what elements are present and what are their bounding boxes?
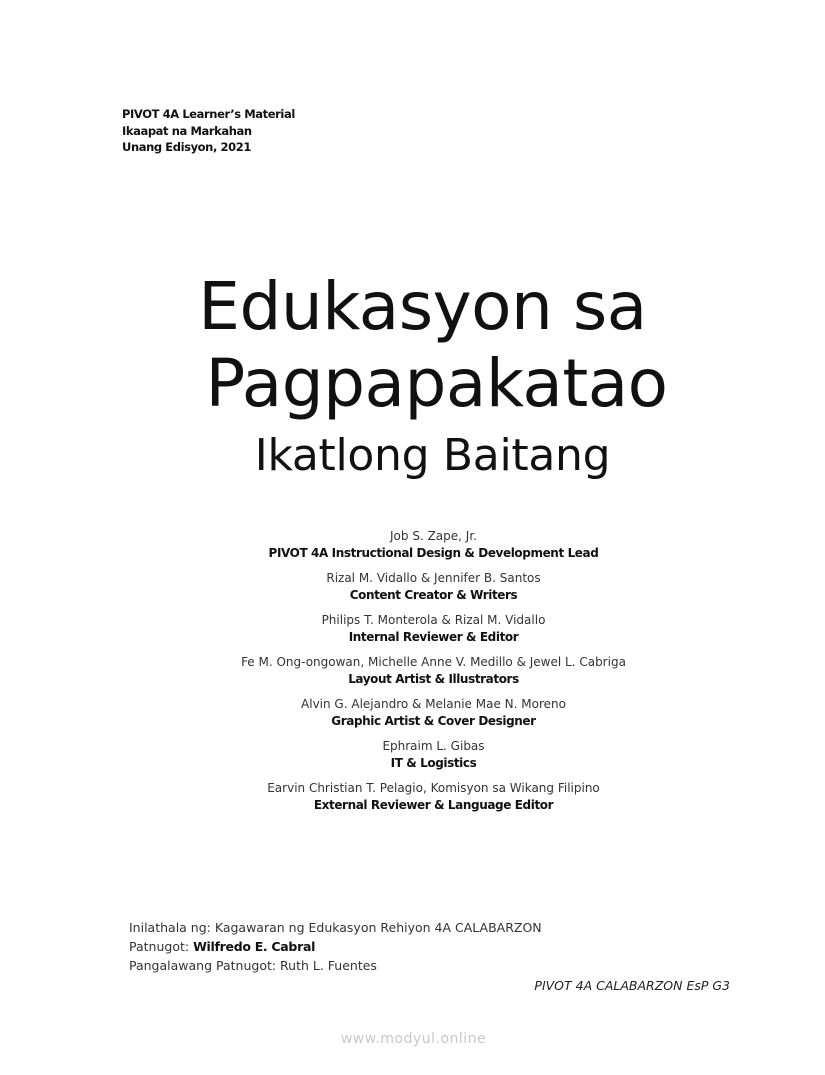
watermark: www.modyul.online [340, 1031, 487, 1047]
credit-role: External Reviewer & Language Editor [313, 798, 554, 812]
credit-entry [42, 528, 825, 562]
credit-role: Graphic Artist & Cover Designer [331, 714, 536, 728]
credit-names: Job S. Zape, Jr. [390, 529, 477, 543]
editor-label: Patnugot: [129, 939, 190, 954]
assistant-editor: Pangalawang Patnugot: Ruth L. Fuentes [129, 958, 377, 973]
editor-line [129, 937, 542, 956]
credit-names: Earvin Christian T. Pelagio, Komisyon sa Wikang Filipino [267, 781, 600, 795]
title-line-1: Edukasyon sa [198, 268, 647, 345]
credit-entry [42, 654, 825, 688]
credit-role: Internal Reviewer & Editor [348, 630, 519, 644]
edition-info [122, 106, 295, 156]
grade-subtitle: Ikatlong Baitang [254, 430, 611, 481]
credit-entry [42, 570, 825, 604]
credit-entry [42, 696, 825, 730]
credit-names: Ephraim L. Gibas [382, 739, 485, 753]
published-by: Inilathala ng: Kagawaran ng Edukasyon Rehiyon 4A CALABARZON [129, 920, 542, 935]
credit-entry [42, 612, 825, 646]
credit-entry [42, 780, 825, 814]
credits-list [0, 528, 825, 822]
title-line-2: Pagpapakatao [205, 345, 668, 422]
credit-role: Content Creator & Writers [349, 588, 518, 602]
edition-line-material: PIVOT 4A Learner’s Material [122, 107, 295, 121]
credit-names: Rizal M. Vidallo & Jennifer B. Santos [326, 571, 541, 585]
credit-entry [42, 738, 825, 772]
credit-role: PIVOT 4A Instructional Design & Development Lead [268, 546, 599, 560]
footer-code: PIVOT 4A CALABARZON EsP G3 [534, 978, 730, 993]
edition-line-quarter: Ikaapat na Markahan [122, 123, 252, 138]
editor-name: Wilfredo E. Cabral [193, 939, 316, 954]
edition-line-edition: Unang Edisyon, 2021 [122, 140, 251, 154]
credit-names: Alvin G. Alejandro & Melanie Mae N. Moreno [301, 697, 566, 711]
credit-names: Philips T. Monterola & Rizal M. Vidallo [321, 613, 546, 627]
publisher-info [129, 918, 542, 975]
credit-role: IT & Logistics [390, 756, 477, 770]
credit-role: Layout Artist & Illustrators [348, 672, 519, 686]
credit-names: Fe M. Ong-ongowan, Michelle Anne V. Medillo & Jewel L. Cabriga [241, 655, 626, 669]
